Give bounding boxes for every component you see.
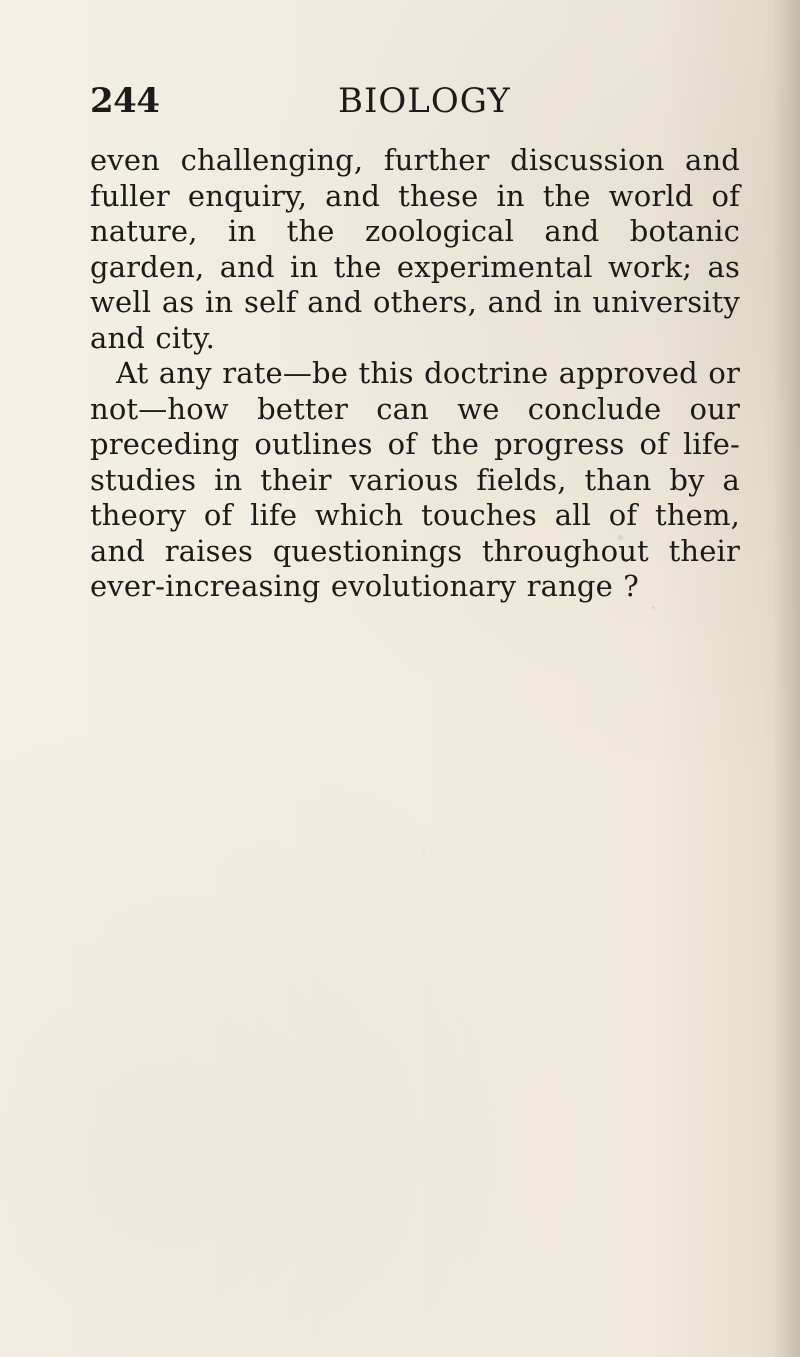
page-edge-shadow [772, 0, 800, 1357]
paragraph-conclusion: At any rate—be this doctrine approved or not—how better can we conclude our preceding outlines of the progress of life-studies in their various fields, than by a theory of life which touches all of them, and raises questionings throughout their ever-increasing evolutionary range ? [90, 356, 740, 603]
running-head: BIOLOGY [338, 81, 511, 121]
paragraph-continuation: even challenging, further discussion and fuller enquiry, and these in the world of nature, in the zoological and botanic garden, and in the experimental work; as well as in self and others, and in university and city. [90, 143, 740, 355]
page-header [90, 80, 730, 122]
paper-speck [423, 850, 425, 852]
paper-speck [652, 606, 655, 609]
body-text [90, 143, 740, 605]
page-number: 244 [90, 81, 160, 121]
